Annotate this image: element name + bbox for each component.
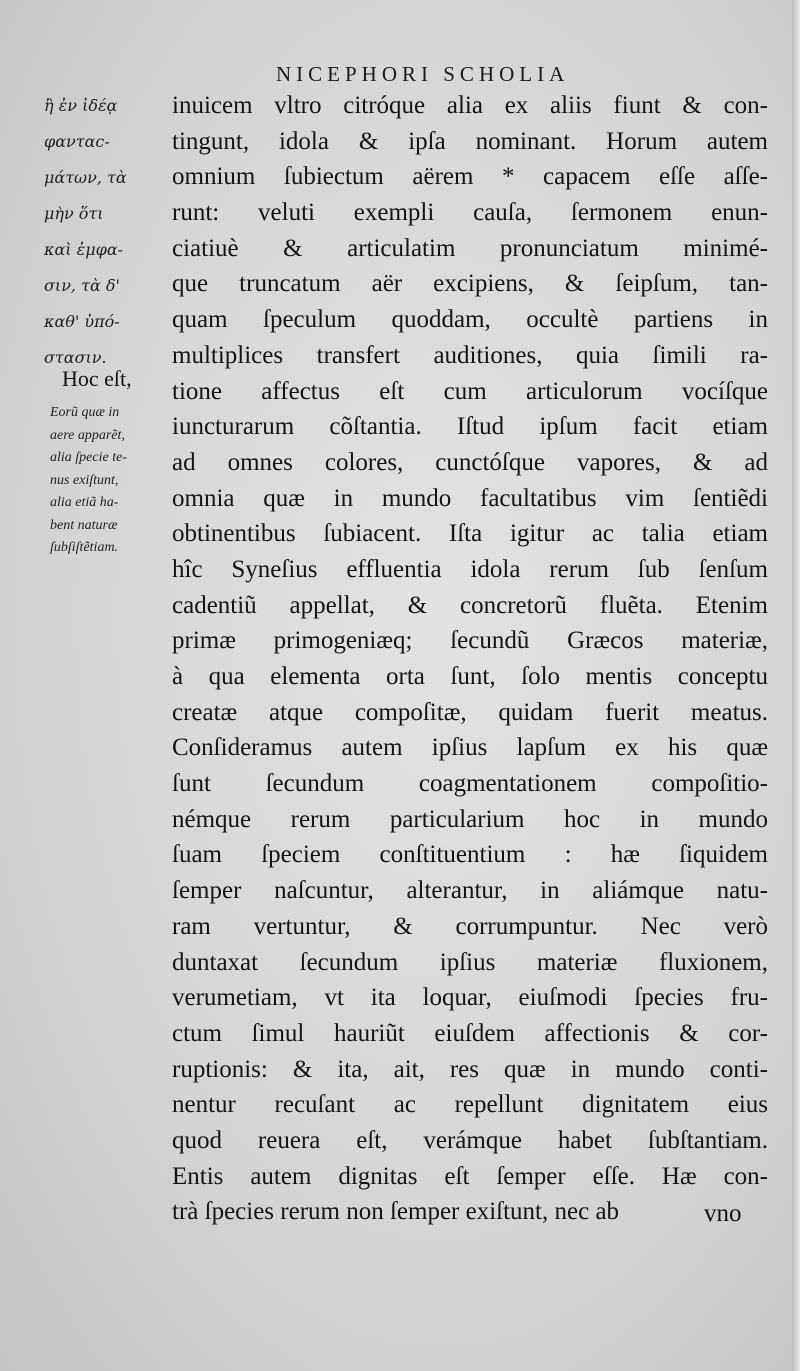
margin-latin-line: ſubſiſtẽtiam.	[50, 540, 119, 555]
text-line: trà ſpecies rerum non ſemper exiſtunt, nec ab	[172, 1198, 620, 1226]
text-line: duntaxat ſecundum ipſius materiæ fluxionem,	[172, 948, 768, 976]
margin-latin-line: nus exiſtunt,	[50, 472, 119, 488]
text-line: Conſideramus autem ipſius lapſum ex his quæ	[172, 734, 768, 762]
text-line: à qua elementa orta ſunt, ſolo mentis conceptu	[172, 663, 768, 690]
margin-greek-line: καθ' ὑπό-	[44, 312, 120, 331]
text-line: multiplices transfert auditiones, quia ſimili ra-	[172, 341, 768, 369]
text-line: ram vertuntur, & corrumpuntur. Nec verò	[172, 912, 768, 940]
text-line: omnia quæ in mundo facultatibus vim ſentiẽdi	[172, 484, 768, 512]
text-line: runt: veluti exempli cauſa, ſermonem enun-	[172, 199, 768, 227]
text-line: ſuam ſpeciem conſtituentium : hæ ſiquidem	[172, 841, 768, 869]
text-line: ctum ſimul hauriũt eiuſdem affectionis & cor-	[172, 1019, 768, 1047]
margin-greek-note	[44, 88, 164, 376]
margin-latin-line: Eorũ quæ in	[50, 405, 120, 420]
running-head: NICEPHORI SCHOLIA	[276, 62, 570, 86]
text-line: verumetiam, vt ita loquar, eiuſmodi ſpecies fru-	[172, 984, 768, 1012]
text-line: ſemper naſcuntur, alterantur, in aliámque natu-	[172, 877, 768, 905]
margin-greek-line: μὴν ὅτι	[44, 204, 104, 223]
text-line: omnium ſubiectum aërem * capacem eſſe aſſe-	[172, 163, 768, 191]
margin-latin-line: bent naturæ	[50, 517, 118, 533]
text-line: inuicem vltro citróque alia ex aliis fiunt & con-	[172, 92, 768, 119]
margin-greek-line: καὶ ἐμφα-	[44, 240, 124, 259]
text-line: némque rerum particularium hoc in mundo	[172, 805, 768, 833]
text-line: ad omnes colores, cunctóſque vapores, & ad	[172, 448, 768, 476]
margin-latin-line: aere apparẽt,	[50, 427, 125, 443]
text-line: ruptionis: & ita, ait, res quæ in mundo conti-	[172, 1055, 768, 1083]
margin-greek-line: μάτων, τὰ	[44, 168, 127, 187]
text-line: cadentiũ appellat, & concretorũ fluẽta. Etenim	[172, 591, 768, 619]
text-line: iuncturarum cõſtantia. Iſtud ipſum facit etiam	[172, 413, 768, 441]
text-line: primæ primogeniæq; ſecundũ Græcos materiæ,	[172, 627, 768, 655]
text-line: ſunt ſecundum coagmentationem compoſitio-	[172, 770, 768, 798]
text-line: tingunt, idola & ipſa nominant. Horum autem	[172, 127, 768, 155]
text-line: obtinentibus ſubiacent. Iſta igitur ac talia etiam	[172, 520, 768, 548]
text-line: ciatiuè & articulatim pronunciatum minimé-	[172, 234, 768, 262]
margin-latin-line: alia etiã ha-	[50, 495, 119, 510]
catchword: vno	[704, 1200, 742, 1227]
text-line: creatæ atque compoſitæ, quidam fuerit meatus.	[172, 698, 768, 726]
margin-latin-line: alia ſpecie te-	[50, 450, 127, 465]
page-edge-shadow	[792, 0, 800, 1371]
margin-latin-note	[50, 402, 168, 560]
text-line: Entis autem dignitas eſt ſemper eſſe. Hæ con-	[172, 1162, 768, 1190]
margin-greek-line: σιν, τὰ δ'	[44, 276, 120, 295]
margin-greek-line: στασιν.	[44, 348, 107, 367]
margin-greek-line: ἢ ἐν ἰδέᾳ	[44, 96, 118, 115]
margin-latin-heading: Hoc eſt,	[62, 366, 132, 391]
text-line: que truncatum aër excipiens, & ſeipſum, tan-	[172, 270, 768, 298]
text-line: hîc Syneſius effluentia idola rerum ſub ſenſum	[172, 555, 768, 583]
main-text-block	[172, 88, 768, 1230]
text-line: nentur recuſant ac repellunt dignitatem eius	[172, 1091, 768, 1119]
text-line: tione affectus eſt cum articulorum vocíſque	[172, 377, 768, 405]
margin-greek-line: φανταϲ-	[44, 132, 110, 151]
text-line: quod reuera eſt, verámque habet ſubſtantiam.	[172, 1126, 768, 1154]
text-line: quam ſpeculum quoddam, occultè partiens in	[172, 306, 768, 334]
